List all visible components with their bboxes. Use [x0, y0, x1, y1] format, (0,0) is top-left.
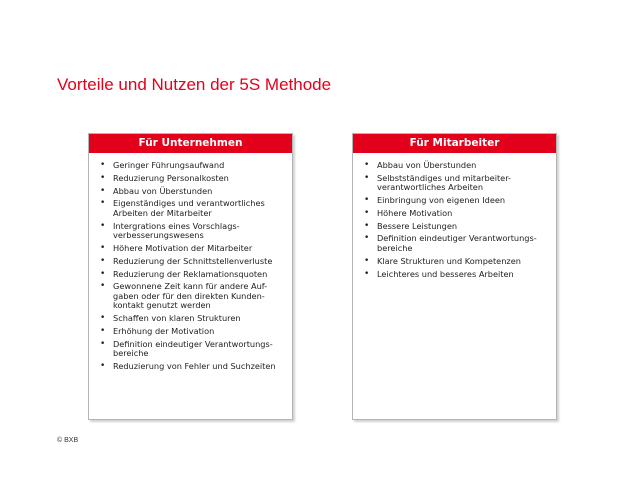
list-item-text: Höhere Motivation der Mitarbeiter [113, 242, 253, 253]
list-item-text: Reduzierung der Reklamationsquoten [113, 268, 268, 279]
list-item [100, 172, 286, 184]
benefits-list-unternehmen [89, 154, 292, 372]
list-item [100, 268, 286, 280]
bullet-icon: • [100, 281, 106, 292]
list-item [100, 281, 286, 311]
bullet-icon: • [100, 338, 106, 349]
list-item [100, 361, 286, 372]
bullet-icon: • [364, 160, 370, 170]
list-item-text: Leichteres und besseres Arbeiten [377, 268, 514, 279]
list-item [100, 255, 286, 267]
list-item-text: Reduzierung der Schnittstellenverluste [113, 255, 273, 266]
list-item-text: Abbau von Überstunden [113, 185, 213, 196]
list-item [364, 172, 550, 193]
bullet-icon: • [100, 198, 106, 209]
list-item [364, 195, 550, 206]
bullet-icon: • [364, 207, 370, 218]
list-item [100, 325, 286, 337]
list-item [100, 338, 286, 359]
list-item-text: Höhere Motivation [377, 207, 453, 218]
list-item [100, 313, 286, 324]
list-item-text: Schaffen von klaren Strukturen [113, 313, 241, 324]
list-item-text: Erhöhung der Motivation [113, 325, 215, 336]
bullet-icon: • [100, 268, 106, 279]
list-item-text: Gewonnene Zeit kann für andere Auf-gaben oder für den direkten Kunden-kontakt genutzt werden [113, 281, 268, 311]
list-item-text: Definition eindeutiger Verantwortungs-bereiche [113, 338, 273, 359]
list-item [100, 198, 286, 218]
list-item-text: Intergrations eines Vorschlags-verbesserungswesens [113, 220, 240, 241]
bullet-icon: • [100, 160, 106, 170]
list-item-text: Reduzierung von Fehler und Suchzeiten [113, 361, 276, 372]
bullet-icon: • [364, 172, 370, 183]
panel-header-mitarbeiter: Für Mitarbeiter [353, 134, 556, 154]
bullet-icon: • [100, 242, 106, 253]
list-item [100, 185, 286, 197]
list-item [364, 160, 550, 171]
panel-header-unternehmen: Für Unternehmen [89, 134, 292, 154]
panel-unternehmen [88, 133, 293, 420]
bullet-icon: • [364, 220, 370, 231]
list-item [364, 207, 550, 219]
list-item-text: Abbau von Überstunden [377, 160, 477, 170]
list-item-text: Eigenständiges und verantwortliches Arbeiten der Mitarbeiter [113, 198, 265, 218]
bullet-icon: • [100, 172, 106, 183]
list-item-text: Bessere Leistungen [377, 220, 458, 231]
bullet-icon: • [100, 255, 106, 266]
bullet-icon: • [100, 313, 106, 324]
list-item-text: Reduzierung Personalkosten [113, 172, 229, 183]
list-item-text: Selbstständiges und mitarbeiter-verantwortliches Arbeiten [377, 172, 512, 193]
bullet-icon: • [364, 195, 370, 206]
bullet-icon: • [100, 325, 106, 336]
copyright-notice: © BXB [57, 437, 79, 444]
bullet-icon: • [100, 220, 106, 231]
bullet-icon: • [364, 255, 370, 266]
list-item [364, 233, 550, 253]
bullet-icon: • [100, 185, 106, 196]
page-title: Vorteile und Nutzen der 5S Methode [57, 75, 332, 94]
list-item [364, 255, 550, 267]
list-item [100, 242, 286, 254]
list-item [364, 268, 550, 280]
list-item-text: Einbringung von eigenen Ideen [377, 195, 506, 206]
bullet-icon: • [364, 233, 370, 244]
list-item [364, 220, 550, 232]
list-item-text: Klare Strukturen und Kompetenzen [377, 255, 521, 266]
panel-mitarbeiter [352, 133, 557, 420]
list-item-text: Geringer Führungsaufwand [113, 160, 225, 170]
list-item [100, 220, 286, 241]
bullet-icon: • [100, 361, 106, 372]
list-item [100, 160, 286, 171]
list-item-text: Definition eindeutiger Verantwortungs-bereiche [377, 233, 537, 253]
bullet-icon: • [364, 268, 370, 279]
benefits-list-mitarbeiter [353, 154, 556, 279]
